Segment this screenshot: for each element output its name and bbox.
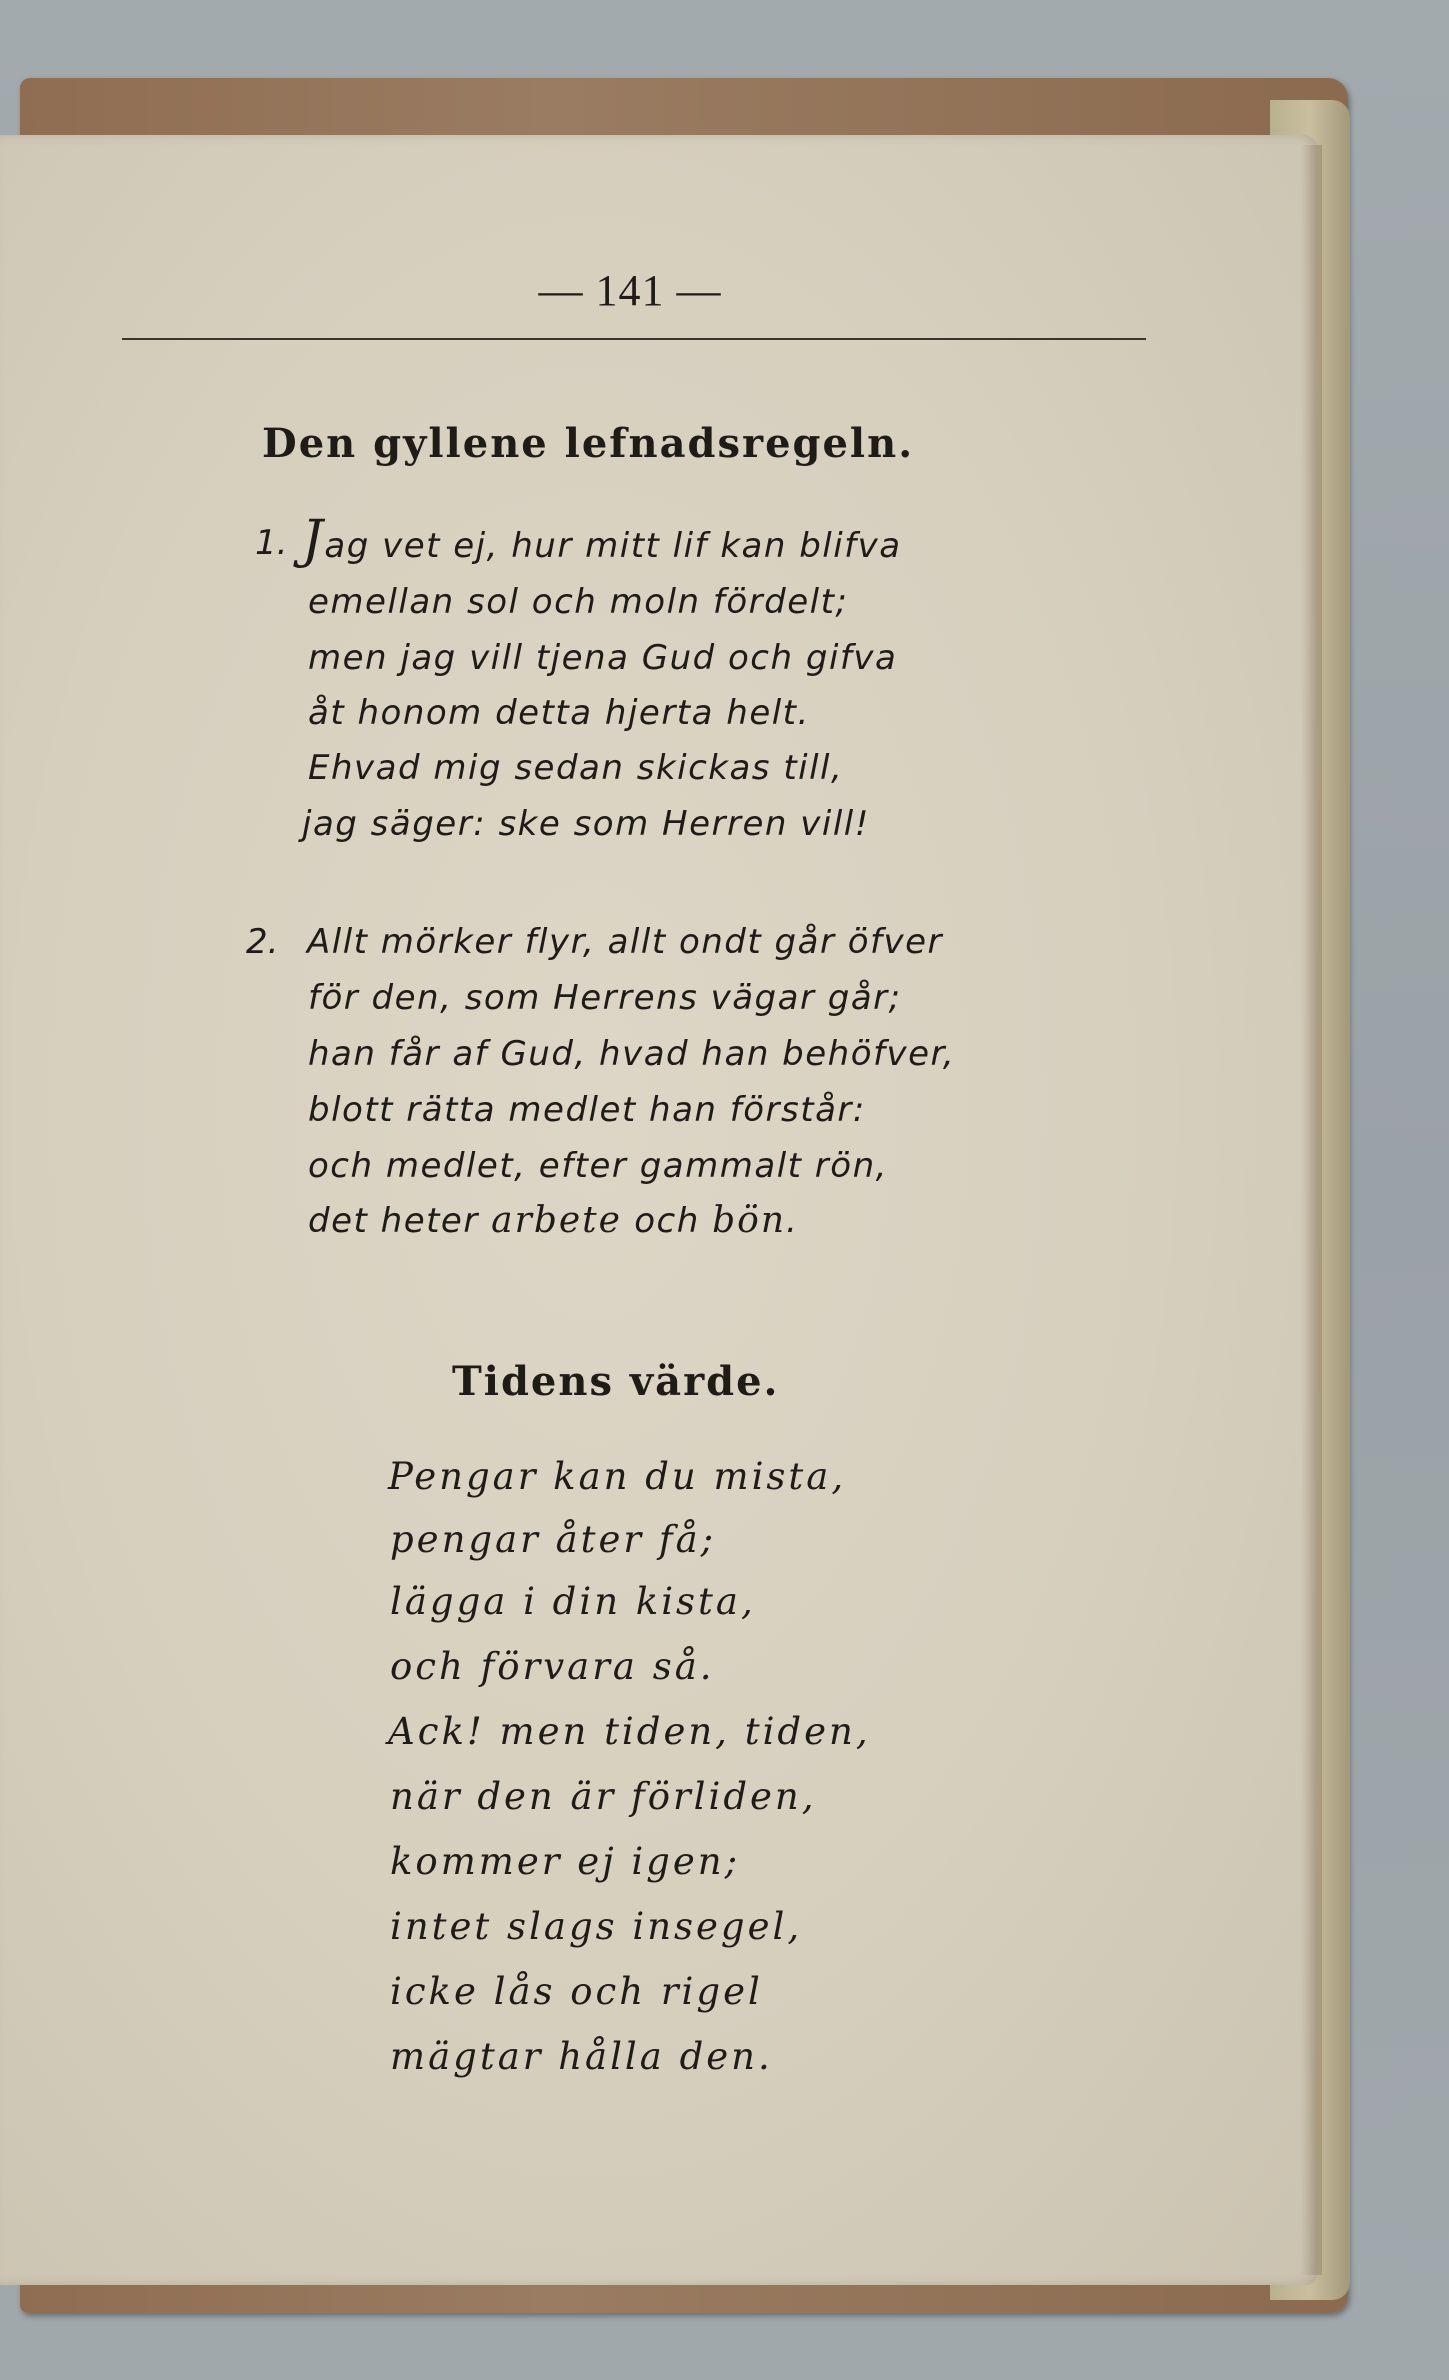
script-line: när den är förliden, (390, 1775, 817, 1818)
page-gutter-shadow (1300, 145, 1322, 2275)
script-line: Ack! men tiden, tiden, (388, 1710, 871, 1753)
verse-line: åt honom detta hjerta helt. (308, 693, 810, 733)
page-number: — 141 — (538, 266, 722, 315)
script-line: pengar åter få; (390, 1518, 717, 1561)
stanza-number: 1. (255, 523, 288, 563)
stanza-number: 2. (246, 922, 279, 962)
script-line: icke lås och rigel (390, 1970, 763, 2013)
verse-line: för den, som Herrens vägar går; (308, 978, 902, 1018)
verse-line: jag säger: ske som Herren vill! (302, 804, 870, 844)
script-line: kommer ej igen; (390, 1840, 741, 1883)
first-line-rest: ag vet ej, hur mitt lif kan blifva (324, 526, 902, 566)
script-line: och förvara så. (390, 1645, 715, 1688)
verse-line: Ehvad mig sedan skickas till, (308, 748, 844, 788)
emphasis-word: bön (712, 1200, 787, 1241)
verse-line: och medlet, efter gammalt rön, (308, 1146, 888, 1186)
verse-line: han får af Gud, hvad han behöfver, (308, 1034, 956, 1074)
poem-title: Tidens värde. (452, 1358, 780, 1405)
emphasis-word: arbete (491, 1200, 622, 1241)
header-rule (122, 338, 1146, 340)
poem-title: Den gyllene lefnadsregeln. (262, 420, 915, 467)
script-line: intet slags insegel, (390, 1905, 803, 1948)
last-line-end: . (786, 1201, 799, 1241)
verse-line: blott rätta medlet han förstår: (308, 1090, 866, 1130)
script-line: mägtar hålla den. (390, 2035, 773, 2078)
last-line-mid: och (621, 1201, 713, 1241)
drop-cap: J (302, 510, 325, 570)
verse-line: emellan sol och moln fördelt; (308, 582, 849, 622)
last-line-prefix: det heter (308, 1201, 492, 1241)
stanza-last-line (308, 1200, 798, 1241)
script-line: lägga i din kista, (390, 1580, 756, 1623)
verse-line: men jag vill tjena Gud och gifva (308, 638, 898, 678)
stanza-first-line: Allt mörker flyr, allt ondt går öfver (307, 922, 944, 962)
script-line: Pengar kan du mista, (388, 1455, 847, 1498)
stanza-first-line (302, 510, 902, 570)
